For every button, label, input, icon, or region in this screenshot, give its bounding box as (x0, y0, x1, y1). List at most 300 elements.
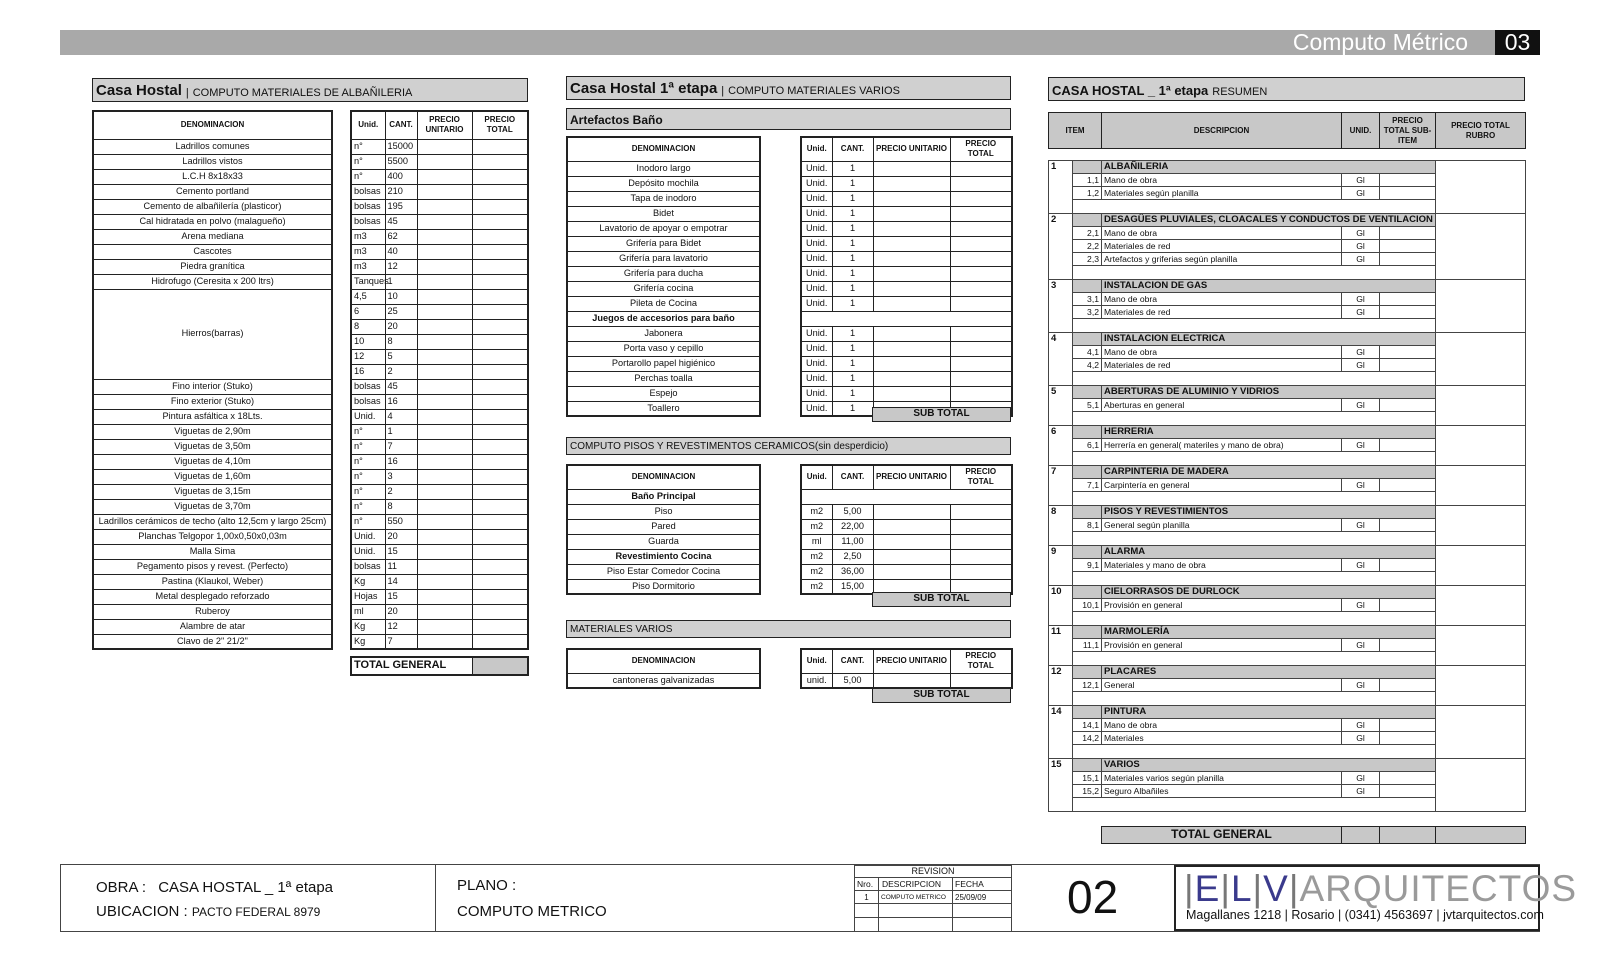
category-spacer (1073, 214, 1102, 227)
category-title: PISOS Y REVESTIMIENTOS (1102, 506, 1436, 519)
table-row (801, 356, 1012, 371)
unit-price-cell (873, 251, 950, 266)
subitem-unit: Gl (1342, 293, 1380, 306)
resumen-total-rubro (1436, 827, 1526, 844)
unit-price-cell (873, 673, 950, 688)
obra-label: OBRA : (96, 879, 147, 896)
spacer-cell (1073, 798, 1436, 812)
item-name: cantoneras galvanizadas (567, 673, 760, 688)
revision-h-nro: Nro. (855, 878, 879, 891)
table-row (351, 409, 528, 424)
unit-price-cell (873, 504, 950, 519)
category-title: INSTALACION ELECTRICA (1102, 333, 1436, 346)
unit-price-cell (873, 341, 950, 356)
subitem-number: 1,2 (1073, 187, 1102, 200)
table-row (567, 296, 760, 311)
subitem-desc: Herrería en general( materiles y mano de obra) (1102, 439, 1342, 452)
unit-price-cell (873, 176, 950, 191)
albanileria-total-table (350, 656, 529, 676)
subitem-desc: Materiales varios según planilla (1102, 772, 1342, 785)
table-row (351, 334, 528, 349)
category-row (1049, 280, 1526, 293)
quantity-cell: 210 (385, 184, 417, 199)
unit-cell: n° (351, 424, 385, 439)
table-row (567, 579, 760, 594)
unit-price-cell (417, 589, 472, 604)
quantity-cell: 1 (832, 341, 873, 356)
obra-value: CASA HOSTAL _ 1ª etapa (158, 879, 334, 896)
category-title: ABERTURAS DE ALUMINIO Y VIDRIOS (1102, 386, 1436, 399)
unit-price-cell (873, 191, 950, 206)
subitem-desc: Artefactos y griferias según planilla (1102, 253, 1342, 266)
artefactos-values-table (800, 136, 1013, 417)
group-row (567, 489, 760, 504)
category-number: 8 (1049, 506, 1073, 546)
quantity-cell: 5,00 (832, 504, 873, 519)
table-row (567, 356, 760, 371)
unit-price-cell (417, 154, 472, 169)
category-number: 10 (1049, 586, 1073, 626)
spacer-cell (1073, 452, 1436, 466)
unit-price-cell (417, 274, 472, 289)
quantity-cell: 10 (385, 289, 417, 304)
subitem-unit: Gl (1342, 785, 1380, 798)
table-row (93, 229, 332, 244)
table-row (351, 304, 528, 319)
material-name: Pintura asfáltica x 18Lts. (93, 409, 332, 424)
material-name: Ladrillos cerámicos de techo (alto 12,5cm y largo 25cm) (93, 514, 332, 529)
table-row (351, 364, 528, 379)
logo-letter-e: E (1194, 868, 1221, 909)
total-price-cell (950, 371, 1012, 386)
material-name: Piedra granítica (93, 259, 332, 274)
subitem-unit: Gl (1342, 679, 1380, 692)
unit-price-cell (417, 619, 472, 634)
unit-cell: m2 (801, 519, 832, 534)
quantity-cell: 7 (385, 634, 417, 649)
subitem-total (1380, 732, 1436, 745)
subitem-desc: Provisión en general (1102, 639, 1342, 652)
table-row (93, 559, 332, 574)
table-row (351, 544, 528, 559)
materiales-header-pu: PRECIO UNITARIO (873, 649, 950, 673)
revision-table (854, 865, 1012, 932)
unit-price-cell (417, 214, 472, 229)
table-row (351, 499, 528, 514)
resumen-total-unid (1342, 827, 1380, 844)
spacer-cell (1073, 319, 1436, 333)
quantity-cell: 11 (385, 559, 417, 574)
table-row (567, 191, 760, 206)
total-price-cell (472, 499, 528, 514)
unit-cell: 4,5 (351, 289, 385, 304)
quantity-cell: 12 (385, 619, 417, 634)
table-row (567, 673, 760, 688)
resumen-total-table (1101, 826, 1526, 844)
unit-price-cell (417, 634, 472, 649)
unit-cell: Unid. (801, 161, 832, 176)
unit-price-cell (417, 349, 472, 364)
subitem-number: 12,1 (1073, 679, 1102, 692)
title-block (60, 864, 1578, 932)
varios-title: Casa Hostal 1ª etapa | COMPUTO MATERIALES VARIOS (566, 76, 1011, 100)
logo: |E|L|V|ARQUITECTOS (1184, 868, 1578, 909)
table-row (801, 251, 1012, 266)
total-price-cell (472, 379, 528, 394)
subitem-total (1380, 399, 1436, 412)
category-number: 9 (1049, 546, 1073, 586)
artefactos-header-pt: PRECIO TOTAL (950, 137, 1012, 161)
revision-empty-6 (953, 918, 1012, 932)
total-price-cell (472, 619, 528, 634)
table-row (567, 549, 760, 564)
unit-price-cell (873, 206, 950, 221)
category-spacer (1073, 586, 1102, 599)
resumen-title (1048, 77, 1525, 101)
quantity-cell: 1 (832, 326, 873, 341)
category-number: 5 (1049, 386, 1073, 426)
spacer-cell (1073, 266, 1436, 280)
rubro-total-cell (1436, 466, 1526, 506)
item-name: Espejo (567, 386, 760, 401)
unit-cell: Unid. (801, 266, 832, 281)
table-row (351, 454, 528, 469)
quantity-cell: 45 (385, 379, 417, 394)
category-title: ALBAÑILERIA (1102, 161, 1436, 174)
table-row (351, 199, 528, 214)
unit-cell: 6 (351, 304, 385, 319)
table-row (567, 266, 760, 281)
table-row (93, 379, 332, 394)
material-name: Cemento de albañilería (plasticor) (93, 199, 332, 214)
subitem-number: 4,2 (1073, 359, 1102, 372)
material-name: Hidrofugo (Ceresita x 200 ltrs) (93, 274, 332, 289)
total-price-cell (472, 259, 528, 274)
albanileria-denom-table (92, 110, 333, 650)
item-name: Perchas toalla (567, 371, 760, 386)
table-row (801, 206, 1012, 221)
subitem-unit: Gl (1342, 599, 1380, 612)
unit-cell: Unid. (801, 386, 832, 401)
artefactos-header-denom: DENOMINACION (567, 137, 760, 161)
quantity-cell: 1 (832, 296, 873, 311)
subitem-desc: General (1102, 679, 1342, 692)
unit-cell: n° (351, 454, 385, 469)
quantity-cell: 8 (385, 499, 417, 514)
unit-cell: m2 (801, 504, 832, 519)
unit-cell: Kg (351, 619, 385, 634)
table-row (801, 519, 1012, 534)
category-spacer (1073, 626, 1102, 639)
total-price-cell (472, 214, 528, 229)
table-row (93, 199, 332, 214)
group-row (567, 311, 760, 326)
category-row (1049, 706, 1526, 719)
unit-price-cell (873, 549, 950, 564)
total-price-cell (472, 454, 528, 469)
varios-title-sub: COMPUTO MATERIALES VARIOS (728, 85, 900, 97)
table-row (567, 206, 760, 221)
category-title: PINTURA (1102, 706, 1436, 719)
material-name: Viguetas de 1,60m (93, 469, 332, 484)
total-price-cell (950, 356, 1012, 371)
item-name: Pileta de Cocina (567, 296, 760, 311)
category-spacer (1073, 280, 1102, 293)
table-row (351, 154, 528, 169)
unit-cell: 8 (351, 319, 385, 334)
category-row (1049, 759, 1526, 772)
unit-price-cell (417, 319, 472, 334)
revision-desc: COMPUTO METRICO (879, 891, 953, 904)
subitem-unit: Gl (1342, 346, 1380, 359)
total-price-cell (950, 161, 1012, 176)
quantity-cell: 14 (385, 574, 417, 589)
total-price-cell (950, 296, 1012, 311)
logo-box (1174, 865, 1578, 931)
item-name: Grifería para ducha (567, 266, 760, 281)
item-name: Bidet (567, 206, 760, 221)
category-spacer (1073, 546, 1102, 559)
resumen-title-sub: RESUMEN (1212, 86, 1268, 98)
table-row (93, 574, 332, 589)
subitem-unit: Gl (1342, 227, 1380, 240)
category-title: INSTALACION DE GAS (1102, 280, 1436, 293)
albanileria-header-cant: CANT. (385, 111, 417, 139)
table-row (567, 401, 760, 416)
quantity-cell: 1 (832, 401, 873, 416)
unit-price-cell (417, 574, 472, 589)
category-title: CIELORRASOS DE DURLOCK (1102, 586, 1436, 599)
page-title: Computo Métrico (1292, 29, 1468, 55)
resumen-total-sub (1380, 827, 1436, 844)
pisos-title-text: COMPUTO PISOS Y REVESTIMENTOS CERAMICOS(sin desperdicio) (570, 441, 889, 452)
subitem-desc: Mano de obra (1102, 227, 1342, 240)
subitem-desc: Materiales según planilla (1102, 187, 1342, 200)
quantity-cell: 1 (832, 356, 873, 371)
table-row (351, 484, 528, 499)
table-row (93, 184, 332, 199)
unit-price-cell (873, 266, 950, 281)
unit-price-cell (417, 244, 472, 259)
subitem-unit: Gl (1342, 732, 1380, 745)
table-row (801, 236, 1012, 251)
total-price-cell (472, 574, 528, 589)
table-row (93, 394, 332, 409)
artefactos-header-unid: Unid. (801, 137, 832, 161)
quantity-cell: 20 (385, 529, 417, 544)
total-price-cell (472, 604, 528, 619)
category-row (1049, 586, 1526, 599)
subitem-desc: Materiales de red (1102, 306, 1342, 319)
subitem-desc: Aberturas en general (1102, 399, 1342, 412)
material-name: Viguetas de 2,90m (93, 424, 332, 439)
unit-cell: bolsas (351, 184, 385, 199)
subitem-unit: Gl (1342, 399, 1380, 412)
quantity-cell: 400 (385, 169, 417, 184)
table-row (567, 251, 760, 266)
total-price-cell (472, 244, 528, 259)
unit-price-cell (873, 356, 950, 371)
item-name: Grifería cocina (567, 281, 760, 296)
rubro-total-cell (1436, 626, 1526, 666)
materiales-title (566, 620, 1011, 638)
table-row (567, 176, 760, 191)
item-name: Portarollo papel higiénico (567, 356, 760, 371)
quantity-cell: 1 (832, 161, 873, 176)
unit-price-cell (873, 236, 950, 251)
subitem-total (1380, 174, 1436, 187)
table-row (567, 504, 760, 519)
table-row (93, 424, 332, 439)
subitem-unit: Gl (1342, 719, 1380, 732)
revision-empty-5 (879, 918, 953, 932)
subitem-number: 14,1 (1073, 719, 1102, 732)
subitem-number: 15,2 (1073, 785, 1102, 798)
quantity-cell: 62 (385, 229, 417, 244)
unit-price-cell (873, 221, 950, 236)
unit-cell: bolsas (351, 559, 385, 574)
unit-cell: 16 (351, 364, 385, 379)
resumen-header-desc: DESCRIPCION (1102, 113, 1342, 149)
materiales-header-pt: PRECIO TOTAL (950, 649, 1012, 673)
table-row (93, 604, 332, 619)
subitem-desc: Provisión en general (1102, 599, 1342, 612)
material-name: Fino exterior (Stuko) (93, 394, 332, 409)
category-row (1049, 214, 1526, 227)
total-price-cell (950, 251, 1012, 266)
materiales-subtotal: SUB TOTAL (872, 688, 1011, 703)
table-row (351, 604, 528, 619)
unit-cell: Unid. (801, 206, 832, 221)
subitem-total (1380, 679, 1436, 692)
table-row (93, 439, 332, 454)
category-title: PLACARES (1102, 666, 1436, 679)
plano-value: COMPUTO METRICO (457, 903, 607, 920)
unit-cell: n° (351, 154, 385, 169)
unit-cell: m3 (351, 259, 385, 274)
spacer-cell (1073, 745, 1436, 759)
category-row (1049, 506, 1526, 519)
unit-price-cell (417, 229, 472, 244)
quantity-cell: 22,00 (832, 519, 873, 534)
resumen-header-pst: PRECIO TOTAL SUB-ITEM (1380, 113, 1436, 149)
albanileria-title: Casa Hostal | COMPUTO MATERIALES DE ALBAÑILERIA (92, 78, 528, 102)
unit-cell: m3 (351, 229, 385, 244)
materiales-denom-table (566, 648, 761, 689)
subitem-total (1380, 187, 1436, 200)
category-title: ALARMA (1102, 546, 1436, 559)
logo-address: Magallanes 1218 | Rosario | (0341) 4563697 | jvtarquitectos.com (1186, 908, 1544, 922)
spacer-cell (1073, 200, 1436, 214)
quantity-cell: 2,50 (832, 549, 873, 564)
quantity-cell: 15 (385, 544, 417, 559)
material-name: Cal hidratada en polvo (malagueño) (93, 214, 332, 229)
quantity-cell: 45 (385, 214, 417, 229)
quantity-cell: 550 (385, 514, 417, 529)
total-price-cell (950, 206, 1012, 221)
subitem-desc: Carpintería en general (1102, 479, 1342, 492)
total-price-cell (472, 364, 528, 379)
unit-cell: Unid. (801, 401, 832, 416)
subitem-desc: Mano de obra (1102, 174, 1342, 187)
rubro-total-cell (1436, 214, 1526, 280)
rubro-total-cell (1436, 666, 1526, 706)
table-row (351, 469, 528, 484)
unit-cell: Unid. (801, 326, 832, 341)
quantity-cell: 1 (832, 206, 873, 221)
total-price-cell (472, 424, 528, 439)
quantity-cell: 5,00 (832, 673, 873, 688)
material-name: Viguetas de 4,10m (93, 454, 332, 469)
rubro-total-cell (1436, 333, 1526, 386)
resumen-header-table (1048, 112, 1526, 149)
logo-letter-l: L (1230, 868, 1253, 909)
total-price-cell (950, 386, 1012, 401)
unit-price-cell (417, 424, 472, 439)
pisos-title (566, 437, 1011, 455)
subitem-total (1380, 359, 1436, 372)
item-name: Toallero (567, 401, 760, 416)
total-price-cell (950, 176, 1012, 191)
pisos-header-unid: Unid. (801, 465, 832, 489)
table-row (93, 169, 332, 184)
table-row (801, 371, 1012, 386)
total-price-cell (950, 221, 1012, 236)
ubicacion-value: PACTO FEDERAL 8979 (191, 905, 321, 919)
unit-cell: Unid. (801, 236, 832, 251)
category-number: 2 (1049, 214, 1073, 280)
unit-price-cell (417, 559, 472, 574)
subitem-unit: Gl (1342, 519, 1380, 532)
total-price-cell (950, 281, 1012, 296)
quantity-cell: 15 (385, 589, 417, 604)
total-price-cell (472, 184, 528, 199)
unit-cell: bolsas (351, 214, 385, 229)
material-name: L.C.H 8x18x33 (93, 169, 332, 184)
unit-price-cell (873, 296, 950, 311)
total-price-cell (950, 266, 1012, 281)
table-row (93, 544, 332, 559)
total-price-cell (950, 673, 1012, 688)
subitem-number: 6,1 (1073, 439, 1102, 452)
unit-price-cell (873, 281, 950, 296)
unit-cell: Unid. (801, 371, 832, 386)
unit-cell: Unid. (801, 281, 832, 296)
pisos-header-pu: PRECIO UNITARIO (873, 465, 950, 489)
rubro-total-cell (1436, 280, 1526, 333)
unit-cell: Unid. (801, 356, 832, 371)
subitem-number: 10,1 (1073, 599, 1102, 612)
quantity-cell: 15,00 (832, 579, 873, 594)
quantity-cell: 1 (832, 371, 873, 386)
table-row (351, 214, 528, 229)
rubro-total-cell (1436, 759, 1526, 812)
table-row (93, 274, 332, 289)
total-price-cell (472, 169, 528, 184)
unit-price-cell (417, 304, 472, 319)
total-price-cell (472, 529, 528, 544)
unit-cell: Unid. (801, 296, 832, 311)
table-row (801, 191, 1012, 206)
subitem-number: 11,1 (1073, 639, 1102, 652)
table-row (801, 673, 1012, 688)
revision-h-fecha: FECHA (953, 878, 1012, 891)
total-price-cell (472, 469, 528, 484)
rubro-total-cell (1436, 426, 1526, 466)
subitem-total (1380, 346, 1436, 359)
unit-cell: Unid. (351, 529, 385, 544)
materiales-values-table (800, 648, 1013, 689)
